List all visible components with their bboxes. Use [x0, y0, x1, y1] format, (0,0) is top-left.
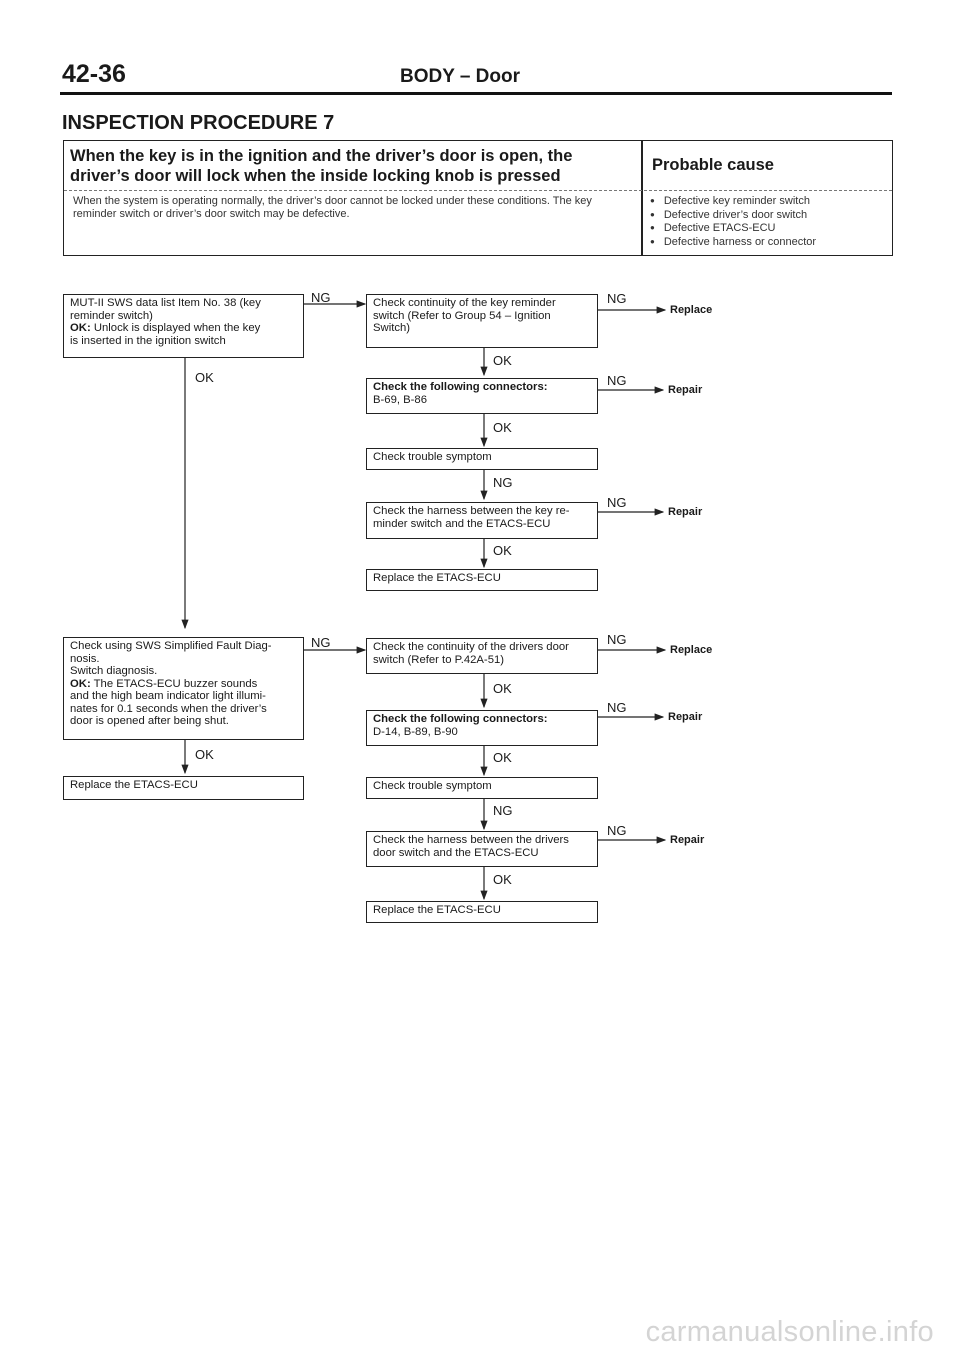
lower-step-3-line: Check trouble symptom — [373, 780, 492, 792]
upper-step-1-line: Check continuity of the key reminder — [373, 297, 556, 309]
left-step-2-line: door is opened after being shut. — [70, 715, 229, 727]
ok-label: OK — [493, 420, 512, 435]
cause-item: ● Defective key reminder switch — [650, 195, 816, 209]
ok-label: OK — [195, 370, 214, 385]
ok-label: OK — [493, 681, 512, 696]
left-step-3-line: Replace the ETACS-ECU — [70, 779, 198, 791]
action-replace: Replace — [670, 644, 713, 656]
probable-cause-title: Probable cause — [652, 156, 774, 174]
lower-step-2-line: Check the following connectors: — [373, 713, 548, 725]
left-step-2-line: Switch diagnosis. — [70, 665, 158, 677]
action-repair: Repair — [668, 384, 703, 396]
left-step-1-box — [63, 294, 304, 358]
upper-step-1-line: Switch) — [373, 322, 411, 334]
lower-step-4-line: door switch and the ETACS-ECU — [373, 846, 539, 859]
ng-label: NG — [607, 495, 627, 510]
left-step-1-line: reminder switch) — [70, 309, 153, 322]
lower-step-4-line: Check the harness between the drivers — [373, 834, 569, 846]
cause-item: ● Defective driver’s door switch — [650, 209, 816, 223]
upper-step-2-line: B-69, B-86 — [373, 393, 428, 406]
lower-step-5-box — [366, 901, 598, 923]
lower-step-1-box — [366, 638, 598, 674]
action-repair: Repair — [668, 506, 703, 518]
condition-description: When the system is operating normally, the driver’s door cannot be locked under these conditions. The key reminder switch or driver’s door switch may be defective. — [73, 195, 592, 220]
action-repair: Repair — [670, 834, 705, 846]
upper-step-4-line: Check the harness between the key re- — [373, 505, 570, 517]
ok-label: OK — [493, 353, 512, 368]
ok-label: OK — [195, 747, 214, 762]
upper-step-2-line: Check the following connectors: — [373, 381, 548, 393]
upper-step-1-box — [366, 294, 598, 348]
ng-label: NG — [493, 803, 513, 818]
left-step-2-line: and the high beam indicator light illumi- — [70, 690, 266, 702]
action-replace: Replace — [670, 304, 713, 316]
left-step-2-line: nosis. — [70, 652, 100, 665]
condition-title: When the key is in the ignition and the driver’s door is open, the driver’s door will lock when the inside locking knob is pressed — [70, 147, 573, 185]
upper-step-4-line: minder switch and the ETACS-ECU — [373, 517, 551, 530]
lower-step-1-line: Check the continuity of the drivers door — [373, 641, 569, 653]
ng-label: NG — [607, 373, 627, 388]
lower-step-3-box — [366, 777, 598, 799]
action-repair: Repair — [668, 711, 703, 723]
upper-step-4-box — [366, 502, 598, 539]
ok-criteria-text: Unlock is displayed when the key — [90, 322, 261, 334]
left-step-2-ok-line — [70, 678, 297, 691]
ng-label: NG — [311, 290, 331, 305]
lower-step-4-box — [366, 831, 598, 867]
lower-step-2-line: D-14, B-89, B-90 — [373, 725, 458, 738]
lower-step-1-line: switch (Refer to P.42A-51) — [373, 653, 505, 666]
lower-step-5-line: Replace the ETACS-ECU — [373, 904, 501, 916]
procedure-title: INSPECTION PROCEDURE 7 — [62, 112, 335, 134]
ok-criteria-label: OK: — [70, 677, 91, 690]
section-title: BODY – Door — [400, 66, 521, 87]
cause-item: ● Defective harness or connector — [650, 236, 816, 250]
upper-step-1-line: switch (Refer to Group 54 – Ignition — [373, 309, 551, 322]
upper-step-3-box — [366, 448, 598, 470]
lower-step-2-box — [366, 710, 598, 746]
ok-label: OK — [493, 543, 512, 558]
left-step-2-box — [63, 637, 304, 740]
page-number: 42-36 — [62, 60, 126, 88]
ok-label: OK — [493, 750, 512, 765]
left-step-2-line: Check using SWS Simplified Fault Diag- — [70, 640, 272, 652]
left-step-1-line: is inserted in the ignition switch — [70, 334, 226, 347]
ng-label: NG — [493, 475, 513, 490]
upper-step-5-line: Replace the ETACS-ECU — [373, 572, 501, 584]
left-step-1-line: MUT-II SWS data list Item No. 38 (key — [70, 297, 261, 309]
ok-label: OK — [493, 872, 512, 887]
upper-step-5-box — [366, 569, 598, 591]
cause-item: ● Defective ETACS-ECU — [650, 222, 816, 236]
ng-label: NG — [311, 635, 331, 650]
upper-step-3-line: Check trouble symptom — [373, 451, 492, 463]
ok-criteria-text: The ETACS-ECU buzzer sounds — [90, 677, 258, 690]
watermark: carmanualsonline.info — [645, 1316, 934, 1348]
left-step-2-line: nates for 0.1 seconds when the driver’s — [70, 702, 267, 715]
left-step-3-box — [63, 776, 304, 800]
ng-label: NG — [607, 632, 627, 647]
upper-step-2-box — [366, 378, 598, 414]
ng-label: NG — [607, 823, 627, 838]
ng-label: NG — [607, 291, 627, 306]
left-step-1-ok-line — [70, 322, 297, 335]
ok-criteria-label: OK: — [70, 322, 91, 334]
ng-label: NG — [607, 700, 627, 715]
